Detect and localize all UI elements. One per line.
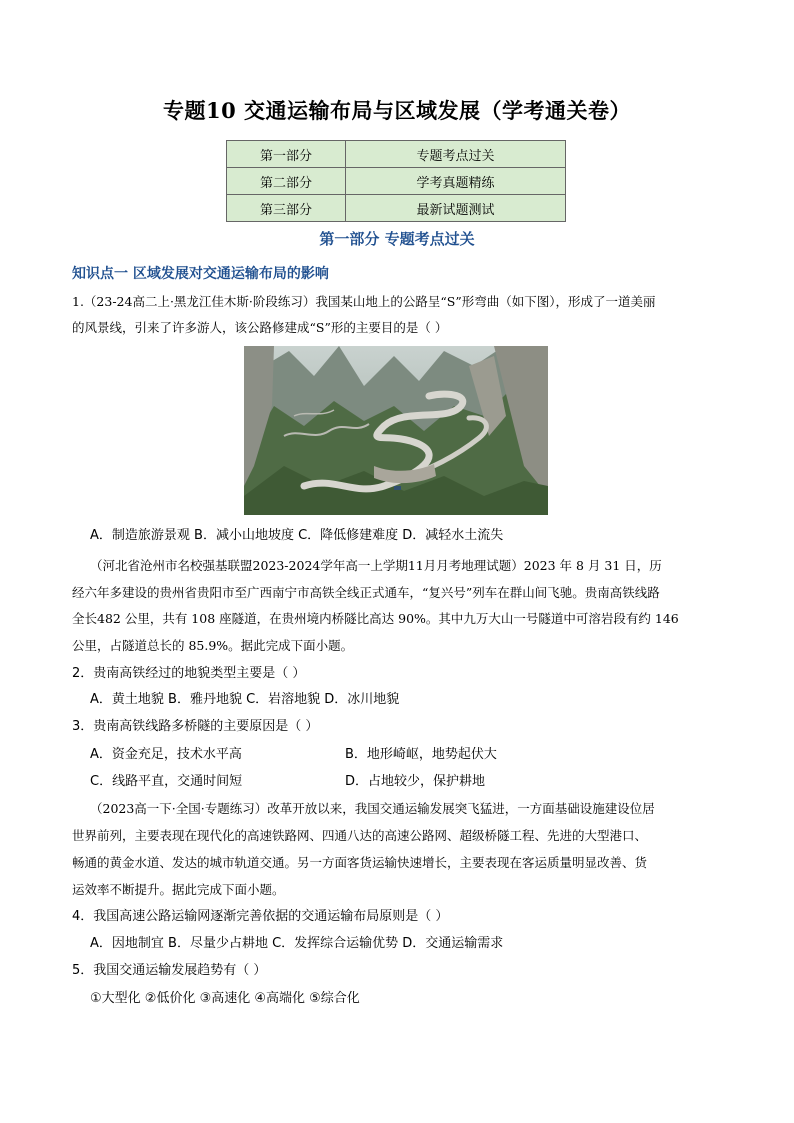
table-row: [227, 168, 566, 195]
passage2-line-2: 世界前列，主要表现在现代化的高速铁路网、四通八达的高速公路网、超级桥隧工程、先进的大型港口、: [72, 828, 648, 843]
passage1-line-3: 全长482 公里，共有 108 座隧道，在贵州境内桥隧比高达 90%。其中九万大山一号隧道中可溶岩段有约 146: [72, 611, 679, 626]
parts-table: [226, 140, 566, 222]
q1-options: A．制造旅游景观 B．减小山地坡度 C．降低修建难度 D．减轻水土流失: [90, 528, 504, 543]
q3-option-b: B．地形崎岖，地势起伏大: [345, 747, 497, 762]
passage1-line-1: （河北省沧州市名校强基联盟2023-2024学年高一上学期11月月考地理试题）2023 年 8 月 31 日，历: [90, 558, 662, 573]
part-heading: 第一部分 专题考点过关: [319, 230, 475, 248]
passage2-line-4: 运效率不断提升。据此完成下面小题。: [72, 882, 285, 897]
q4-stem: 4．我国高速公路运输网逐渐完善依据的交通运输布局原则是（ ）: [72, 909, 449, 924]
q5-stem: 5．我国交通运输发展趋势有（ ）: [72, 963, 267, 978]
table-cell: 第一部分: [227, 141, 346, 168]
q3-option-a: A．资金充足，技术水平高: [90, 747, 242, 762]
q1-stem-line-2: 的风景线，引来了许多游人，该公路修建成“S”形的主要目的是（ ）: [72, 320, 448, 335]
q2-stem: 2．贵南高铁经过的地貌类型主要是（ ）: [72, 666, 306, 681]
q5-items: ①大型化 ②低价化 ③高速化 ④高端化 ⑤综合化: [90, 991, 360, 1006]
q3-option-d: D．占地较少，保护耕地: [345, 774, 486, 789]
table-cell: 第二部分: [227, 168, 346, 195]
knowledge-point-heading: 知识点一 区域发展对交通运输布局的影响: [72, 266, 329, 282]
q1-stem-line-1: 1.（23-24高二上·黑龙江佳木斯·阶段练习）我国某山地上的公路呈“S”形弯曲（如下图），形成了一道美丽: [72, 294, 656, 309]
document-title: 专题10 交通运输布局与区域发展（学考通关卷）: [162, 98, 632, 123]
table-cell: 学考真题精练: [346, 168, 566, 195]
passage1-line-4: 公里，占隧道总长的 85.9%。据此完成下面小题。: [72, 638, 354, 653]
q3-stem: 3．贵南高铁线路多桥隧的主要原因是（ ）: [72, 719, 319, 734]
passage2-line-3: 畅通的黄金水道、发达的城市轨道交通。另一方面客货运输快速增长，主要表现在客运质量明显改善、货: [72, 855, 648, 870]
q4-options: A．因地制宜 B．尽量少占耕地 C．发挥综合运输优势 D．交通运输需求: [90, 936, 504, 951]
table-cell: 专题考点过关: [346, 141, 566, 168]
table-cell: 最新试题测试: [346, 195, 566, 222]
table-row: [227, 141, 566, 168]
passage2-line-1: （2023高一下·全国·专题练习）改革开放以来，我国交通运输发展突飞猛进，一方面基础设施建设位居: [90, 801, 655, 816]
table-cell: 第三部分: [227, 195, 346, 222]
table-row: [227, 195, 566, 222]
q2-options: A．黄土地貌 B．雅丹地貌 C．岩溶地貌 D．冰川地貌: [90, 692, 400, 707]
q3-option-c: C．线路平直，交通时间短: [90, 774, 243, 789]
passage1-line-2: 经六年多建设的贵州省贵阳市至广西南宁市高铁全线正式通车，“复兴号”列车在群山间飞驰。贵南高铁线路: [72, 585, 660, 600]
s-curve-road-photo: [244, 346, 548, 515]
